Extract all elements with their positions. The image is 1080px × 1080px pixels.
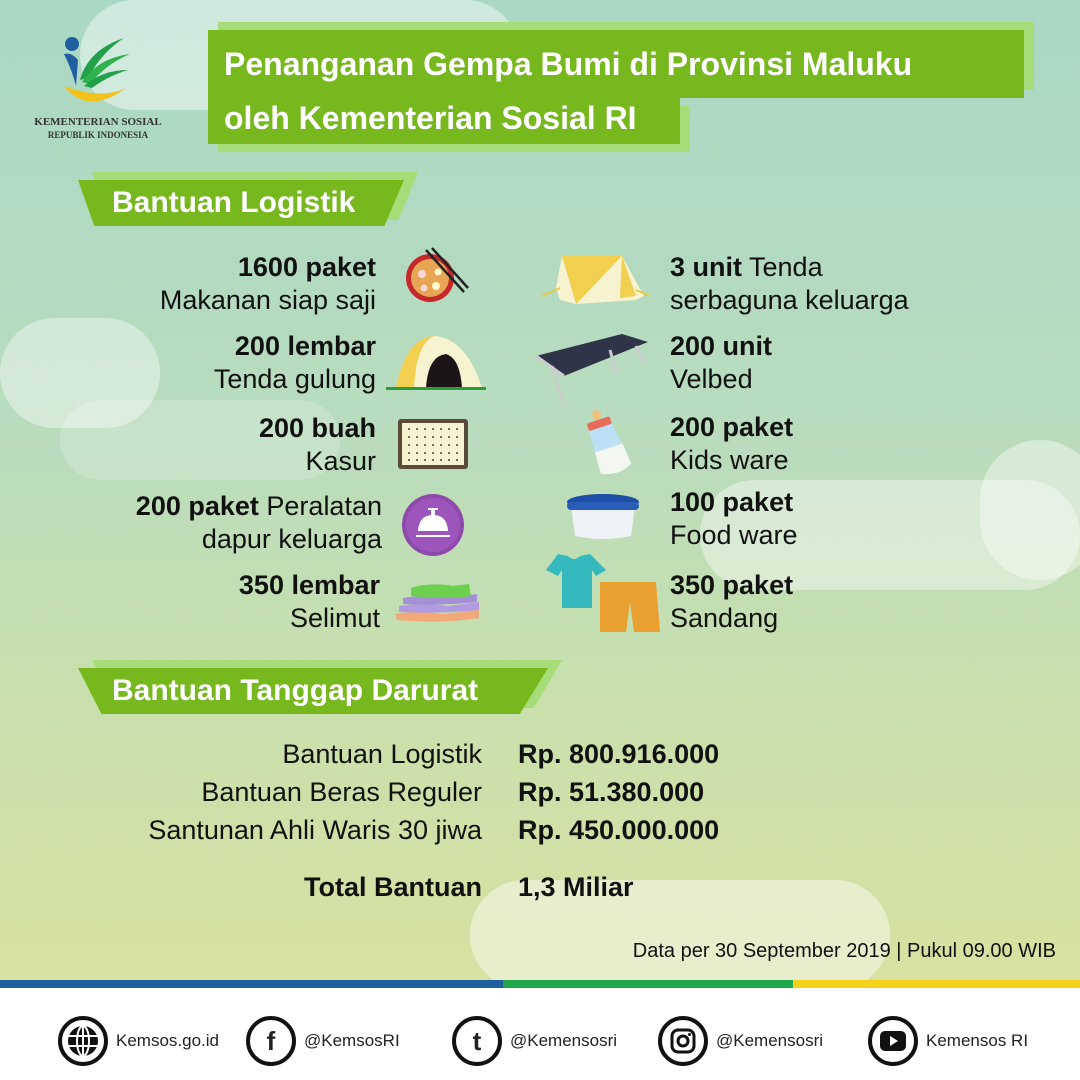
- fund-label: Bantuan Beras Reguler: [201, 777, 482, 807]
- logistic-item: [160, 251, 376, 317]
- social-link-twitter[interactable]: [452, 1016, 617, 1066]
- logo-line1: KEMENTERIAN SOSIAL: [34, 116, 162, 128]
- item-desc: Makanan siap saji: [159, 285, 376, 315]
- logistic-item: [670, 330, 772, 396]
- mattress-icon: [397, 418, 469, 470]
- item-desc: Food ware: [670, 520, 798, 550]
- logistic-item: [670, 411, 793, 477]
- social-label: Kemensos RI: [926, 1031, 1029, 1050]
- item-qty: 200 unit: [670, 331, 773, 361]
- kemensos-logo: [28, 30, 168, 140]
- noodle-bowl-icon: [402, 246, 472, 306]
- stripe-blue: [0, 980, 503, 988]
- social-label: @KemsosRI: [304, 1031, 400, 1050]
- logistic-item: [670, 569, 793, 635]
- section-heading-text: Bantuan Tanggap Darurat: [112, 674, 479, 707]
- item-desc-inline: Tenda: [749, 252, 823, 282]
- social-link-youtube[interactable]: [868, 1016, 1028, 1066]
- clothes-icon: [544, 552, 662, 636]
- section-heading-tanggap-darurat: [78, 668, 548, 714]
- item-desc: Kasur: [305, 446, 376, 476]
- total-label: Total Bantuan: [304, 872, 482, 902]
- fund-label: Santunan Ahli Waris 30 jiwa: [148, 815, 482, 845]
- item-qty: 350 paket: [670, 570, 794, 600]
- youtube-icon: [868, 1016, 918, 1066]
- fund-label: Bantuan Logistik: [282, 739, 482, 769]
- item-desc: dapur keluarga: [201, 524, 382, 554]
- fund-row: [0, 811, 1080, 849]
- logistic-item: [239, 569, 380, 635]
- fund-row: [0, 773, 1080, 811]
- fund-value: Rp. 51.380.000: [518, 777, 705, 807]
- stripe-yellow: [793, 980, 1080, 988]
- total-value: 1,3 Miliar: [518, 872, 634, 902]
- fund-row: [0, 735, 1080, 773]
- fund-value: Rp. 800.916.000: [518, 739, 720, 769]
- logistic-item: [670, 251, 909, 317]
- title-line2: oleh Kementerian Sosial RI: [208, 98, 680, 144]
- item-qty: 200 paket: [135, 491, 259, 521]
- item-qty: 100 paket: [670, 487, 794, 517]
- logistic-item: [214, 330, 376, 396]
- cloche-icon: [401, 493, 465, 557]
- item-desc: serbaguna keluarga: [670, 285, 909, 315]
- item-qty: 1600 paket: [237, 252, 376, 282]
- item-desc: Kids ware: [670, 445, 789, 475]
- dome-tent-icon: [386, 334, 486, 392]
- section-heading-text: Bantuan Logistik: [112, 186, 356, 219]
- logistic-item: [670, 486, 798, 552]
- stripe-green: [503, 980, 793, 988]
- globe-icon: [58, 1016, 108, 1066]
- item-desc: Velbed: [670, 364, 753, 394]
- instagram-icon: [658, 1016, 708, 1066]
- section-heading-logistik: [78, 180, 404, 226]
- logo-line2: REPUBLIK INDONESIA: [47, 130, 149, 140]
- item-qty: 350 lembar: [238, 570, 380, 600]
- data-date-note: Data per 30 September 2019 | Pukul 09.00 WIB: [632, 940, 1056, 962]
- family-tent-icon: [540, 252, 652, 316]
- kemensos-emblem-icon: [58, 30, 138, 110]
- social-link-instagram[interactable]: [658, 1016, 823, 1066]
- item-qty: 200 lembar: [234, 331, 376, 361]
- item-desc-inline: Peralatan: [266, 491, 382, 521]
- item-desc: Selimut: [289, 603, 380, 633]
- item-desc: Tenda gulung: [213, 364, 376, 394]
- item-qty: 200 buah: [258, 413, 376, 443]
- folded-blankets-icon: [393, 580, 483, 624]
- item-qty: 3 unit: [670, 252, 742, 282]
- fund-value: Rp. 450.000.000: [518, 815, 720, 845]
- twitter-icon: t: [452, 1016, 502, 1066]
- item-qty: 200 paket: [670, 412, 794, 442]
- logistic-item: [136, 490, 382, 556]
- social-label: @Kemensosri: [510, 1031, 618, 1050]
- social-link-website[interactable]: [58, 1016, 219, 1066]
- social-label: @Kemensosri: [716, 1031, 824, 1050]
- fund-total-row: [0, 868, 1080, 906]
- social-link-facebook[interactable]: [246, 1016, 400, 1066]
- social-label: Kemsos.go.id: [116, 1031, 219, 1050]
- baby-bottle-icon: [582, 408, 634, 480]
- item-desc: Sandang: [670, 603, 779, 633]
- title-line1: Penanganan Gempa Bumi di Provinsi Maluku: [208, 30, 1024, 98]
- facebook-icon: f: [246, 1016, 296, 1066]
- camp-bed-icon: [530, 330, 652, 408]
- logistic-item: [259, 412, 376, 478]
- food-container-icon: [565, 492, 641, 542]
- background-cloud: [980, 440, 1080, 580]
